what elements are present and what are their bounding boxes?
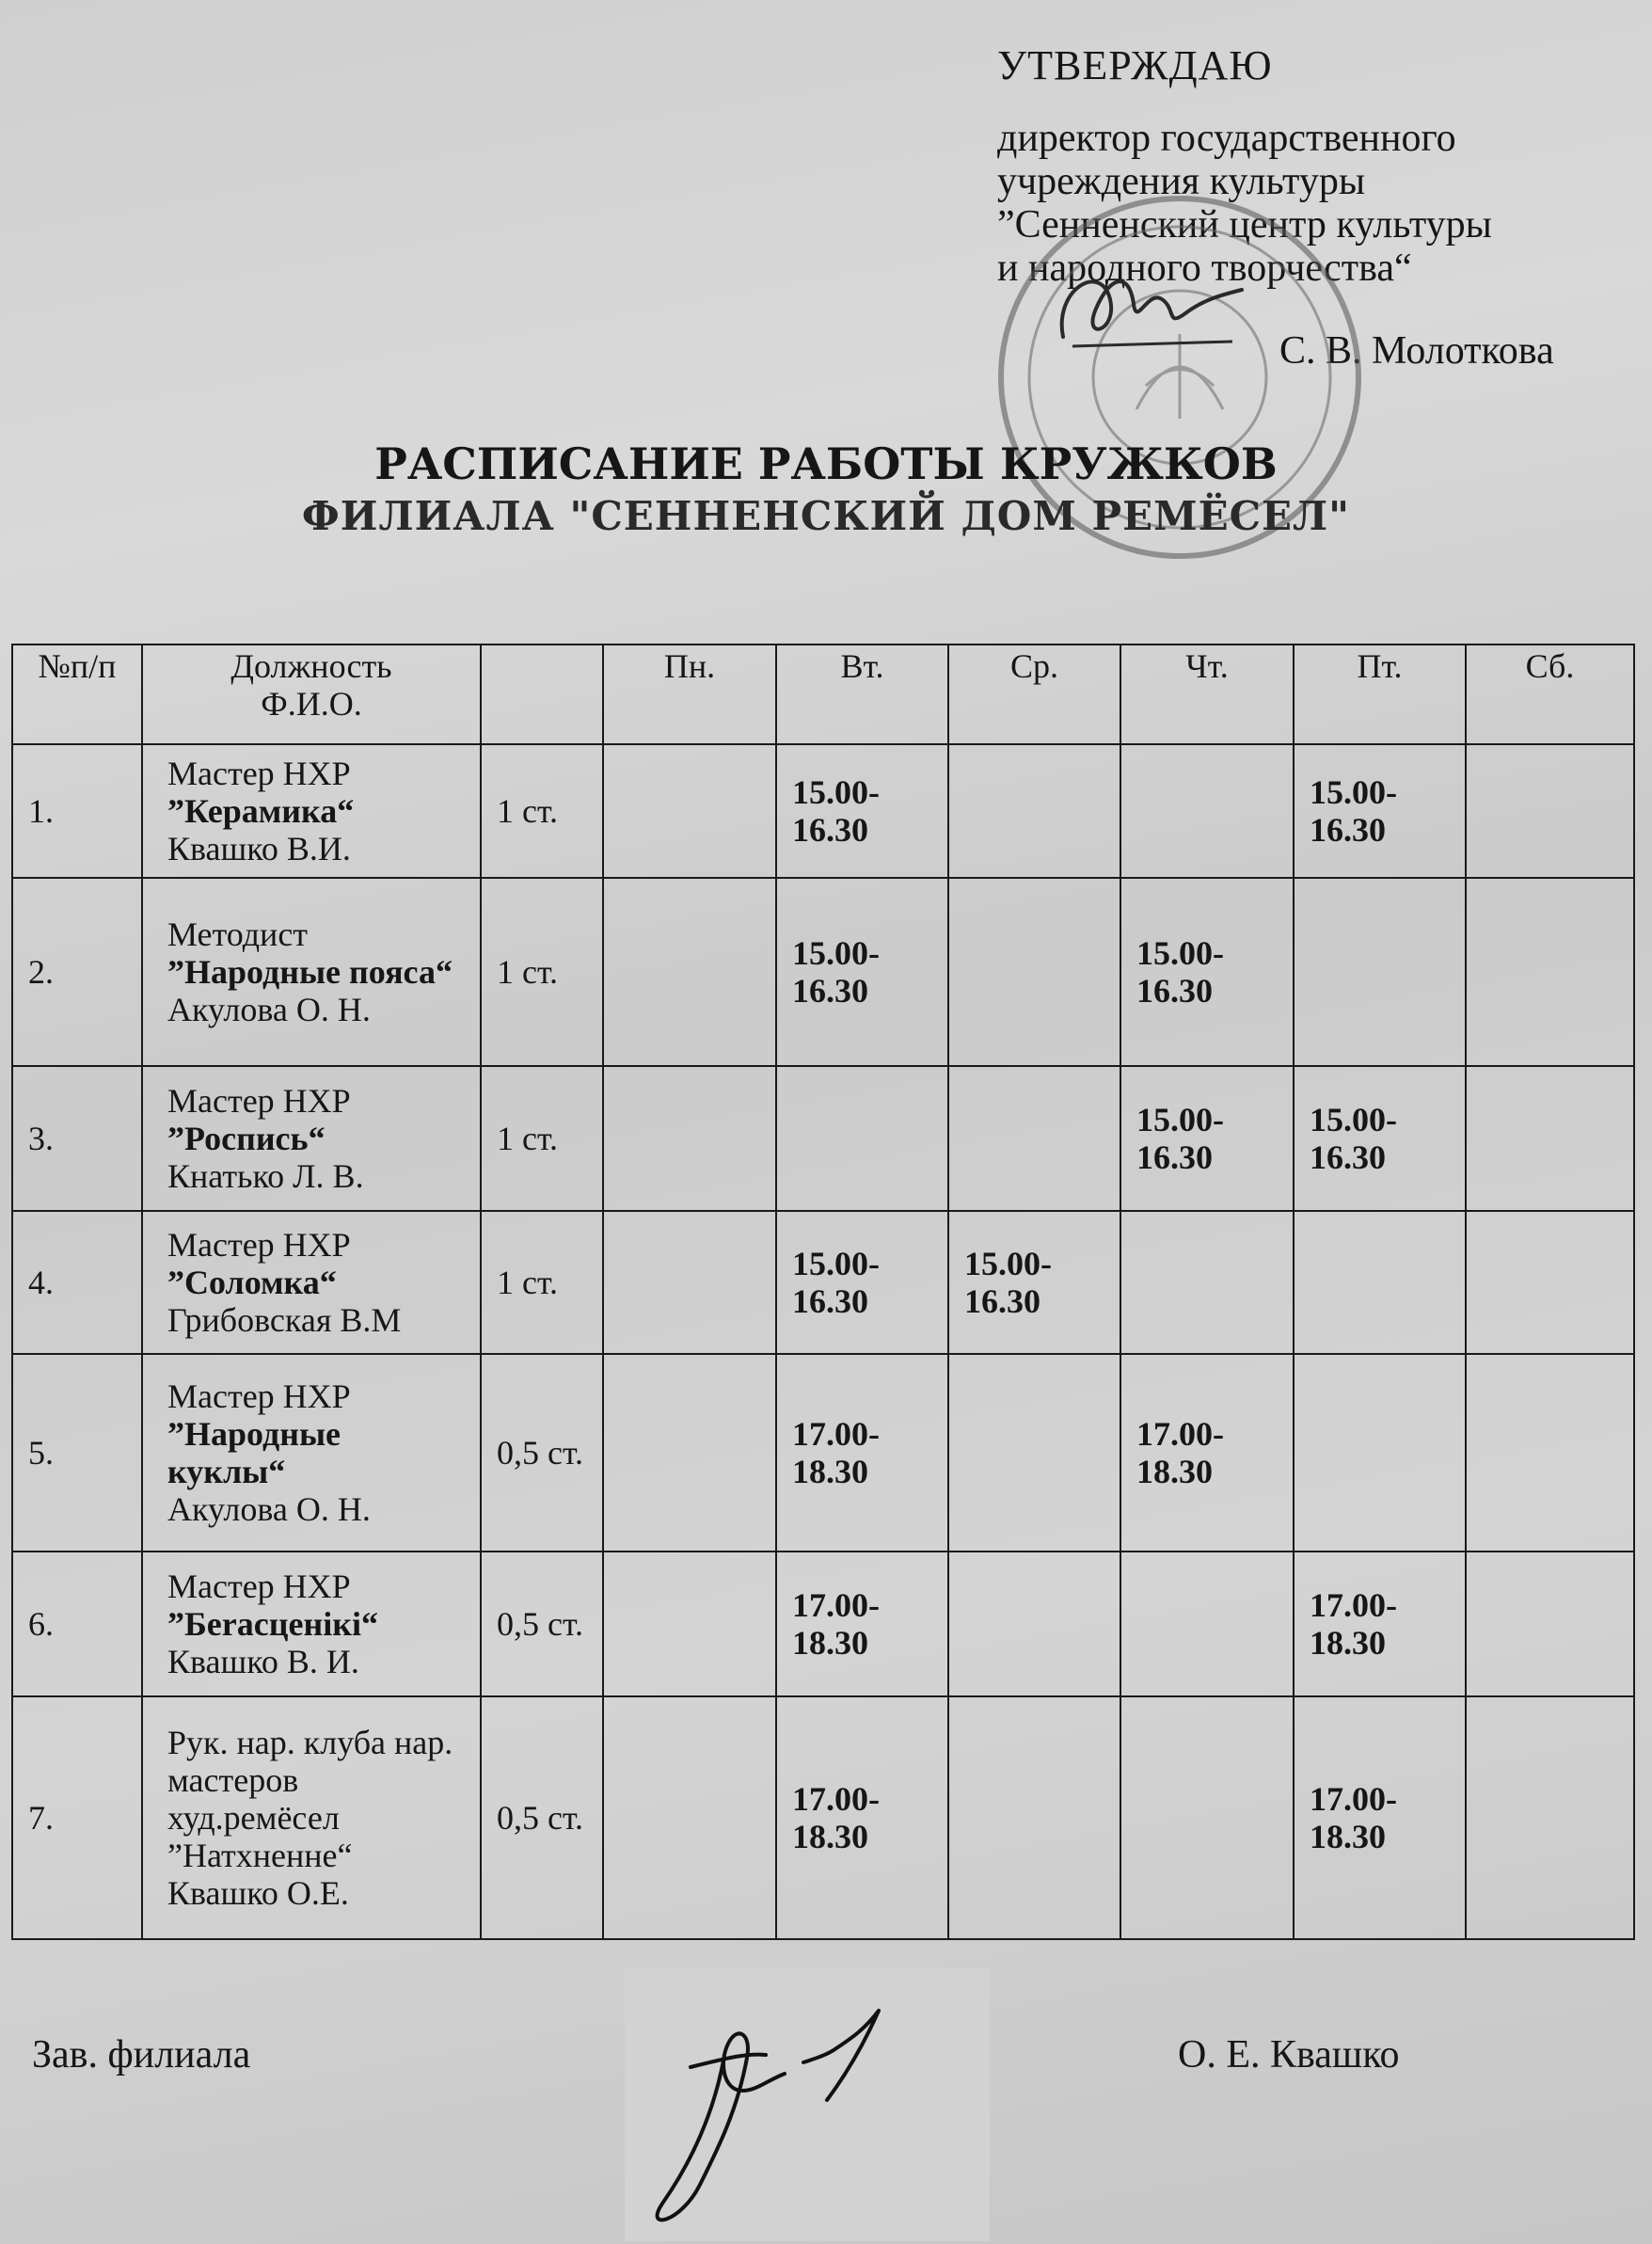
row-club-name: ”Бerасценікі“ (167, 1605, 378, 1643)
row-wed (948, 1066, 1120, 1211)
approval-line: учреждения культуры (997, 160, 1366, 203)
row-role: Мастер НХР (167, 755, 351, 792)
row-tue: 17.00-18.30 (776, 1696, 948, 1939)
row-club-name: ”Керамика“ (167, 792, 355, 830)
row-sat (1466, 1066, 1634, 1211)
row-role: Рук. нар. клуба нар. мастеров худ.ремёсел ”Натхненне“ (167, 1724, 453, 1874)
row-wed (948, 744, 1120, 878)
row-thu (1120, 1552, 1294, 1696)
row-fri: 15.00-16.30 (1294, 1066, 1466, 1211)
row-rate: 1 ст. (481, 878, 603, 1066)
schedule-table (11, 644, 1635, 1940)
row-sat (1466, 744, 1634, 878)
table-row (12, 1696, 1634, 1939)
row-fri: 17.00-18.30 (1294, 1696, 1466, 1939)
row-position (142, 1354, 481, 1552)
row-tue: 15.00-16.30 (776, 878, 948, 1066)
row-mon (603, 878, 776, 1066)
row-position (142, 1696, 481, 1939)
row-position (142, 1066, 481, 1211)
header-position (142, 645, 481, 744)
row-mon (603, 1211, 776, 1354)
header-fri: Пт. (1294, 645, 1466, 744)
approval-line: директор государственного (997, 117, 1456, 160)
row-wed (948, 878, 1120, 1066)
row-sat (1466, 1211, 1634, 1354)
row-number: 3. (12, 1066, 142, 1211)
row-rate: 1 ст. (481, 1211, 603, 1354)
row-sat (1466, 1696, 1634, 1939)
row-role: Мастер НХР (167, 1226, 351, 1264)
row-sat (1466, 878, 1634, 1066)
table-row (12, 1211, 1634, 1354)
approval-line: ”Сенненский центр культуры (997, 203, 1492, 247)
row-tue (776, 1066, 948, 1211)
table-row (12, 744, 1634, 878)
row-number: 7. (12, 1696, 142, 1939)
row-number: 4. (12, 1211, 142, 1354)
header-rate (481, 645, 603, 744)
table-header-row (12, 645, 1634, 744)
row-person: Акулова О. Н. (167, 1490, 371, 1528)
row-tue: 17.00-18.30 (776, 1552, 948, 1696)
row-sat (1466, 1552, 1634, 1696)
row-number: 5. (12, 1354, 142, 1552)
row-fri (1294, 878, 1466, 1066)
row-club-name: ”Народные куклы“ (167, 1415, 342, 1490)
row-position (142, 744, 481, 878)
row-club-name: ”Народные пояса“ (167, 953, 453, 991)
row-club-name: ”Роспись“ (167, 1120, 326, 1157)
row-position (142, 1552, 481, 1696)
row-wed: 15.00-16.30 (948, 1211, 1120, 1354)
row-thu (1120, 744, 1294, 878)
row-position (142, 878, 481, 1066)
row-person: Кнатько Л. В. (167, 1157, 364, 1195)
row-thu (1120, 1696, 1294, 1939)
row-number: 2. (12, 878, 142, 1066)
footer-name: О. Е. Квашко (1178, 2033, 1400, 2077)
approval-heading: УТВЕРЖДАЮ (997, 42, 1273, 88)
row-tue: 15.00-16.30 (776, 744, 948, 878)
row-tue: 17.00-18.30 (776, 1354, 948, 1552)
row-mon (603, 1354, 776, 1552)
header-thu: Чт. (1120, 645, 1294, 744)
row-fri: 15.00-16.30 (1294, 744, 1466, 878)
table-row (12, 1354, 1634, 1552)
page-subtitle: ФИЛИАЛА "СЕННЕНСКИЙ ДОМ РЕМЁСЕЛ" (301, 493, 1351, 539)
row-position (142, 1211, 481, 1354)
row-rate: 0,5 ст. (481, 1696, 603, 1939)
table-row (12, 1552, 1634, 1696)
row-mon (603, 1066, 776, 1211)
row-number: 1. (12, 744, 142, 878)
row-mon (603, 1552, 776, 1696)
page-title: РАСПИСАНИЕ РАБОТЫ КРУЖКОВ (374, 438, 1278, 489)
row-rate: 0,5 ст. (481, 1552, 603, 1696)
approval-line: и народного творчества“ (997, 247, 1412, 290)
row-fri (1294, 1211, 1466, 1354)
row-person: Акулова О. Н. (167, 991, 371, 1028)
header-wed: Ср. (948, 645, 1120, 744)
header-position-label: Должность (230, 647, 392, 685)
row-sat (1466, 1354, 1634, 1552)
approval-signatory: С. В. Молоткова (1279, 329, 1554, 373)
row-mon (603, 1696, 776, 1939)
row-tue: 15.00-16.30 (776, 1211, 948, 1354)
director-signature (1044, 252, 1251, 365)
row-person: Грибовская В.М (167, 1301, 402, 1339)
header-mon: Пн. (603, 645, 776, 744)
header-sat: Сб. (1466, 645, 1634, 744)
row-wed (948, 1354, 1120, 1552)
header-name-label: Ф.И.О. (261, 685, 362, 723)
row-fri: 17.00-18.30 (1294, 1552, 1466, 1696)
row-person: Квашко О.Е. (167, 1874, 349, 1912)
row-fri (1294, 1354, 1466, 1552)
row-role: Мастер НХР (167, 1082, 351, 1120)
header-number: №п/п (12, 645, 142, 744)
row-thu: 15.00-16.30 (1120, 878, 1294, 1066)
row-person: Квашко В.И. (167, 830, 351, 867)
row-thu: 15.00-16.30 (1120, 1066, 1294, 1211)
table-row (12, 878, 1634, 1066)
row-club-name: ”Соломка“ (167, 1264, 337, 1301)
row-role: Мастер НХР (167, 1377, 351, 1415)
header-tue: Вт. (776, 645, 948, 744)
row-wed (948, 1552, 1120, 1696)
row-number: 6. (12, 1552, 142, 1696)
table-row (12, 1066, 1634, 1211)
row-wed (948, 1696, 1120, 1939)
row-rate: 1 ст. (481, 1066, 603, 1211)
row-thu: 17.00-18.30 (1120, 1354, 1294, 1552)
footer-position: Зав. филиала (32, 2033, 251, 2077)
row-role: Методист (167, 915, 309, 953)
manager-signature (625, 1968, 990, 2241)
row-rate: 1 ст. (481, 744, 603, 878)
row-role: Мастер НХР (167, 1568, 351, 1605)
row-rate: 0,5 ст. (481, 1354, 603, 1552)
row-thu (1120, 1211, 1294, 1354)
row-person: Квашко В. И. (167, 1643, 359, 1680)
row-mon (603, 744, 776, 878)
